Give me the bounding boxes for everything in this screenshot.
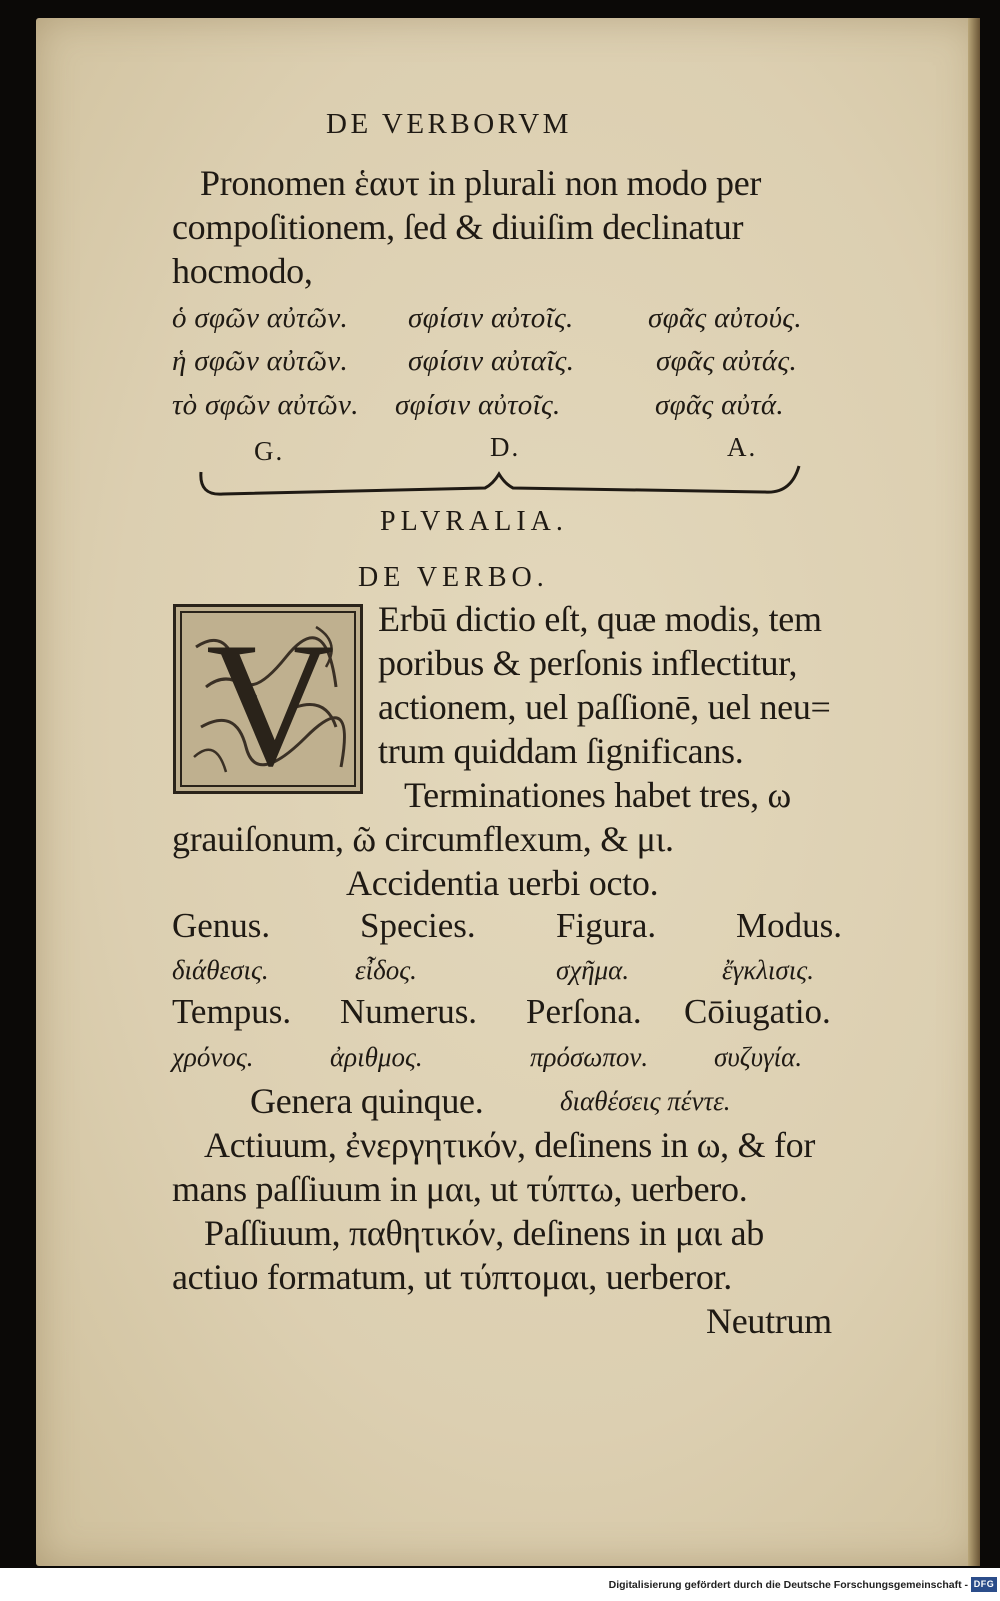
accident-latin: Modus. [736, 906, 842, 945]
accident-latin: Numerus. [340, 992, 478, 1031]
greek-cell: σφίσιν αὐτοῖς. [395, 389, 561, 421]
greek-cell: ὁ σφῶν αὐτῶν. [172, 302, 349, 334]
footer-bar [0, 1568, 1000, 1601]
greek-cell: σφᾶς αὐτά. [655, 389, 784, 421]
initial-letter: V [206, 605, 335, 803]
greek-cell: σφᾶς αὐτάς. [656, 345, 798, 377]
paragraph-line: grauiſonum, ῶ circumflexum, & μι. [172, 819, 674, 859]
accident-greek: ἔγκλισις. [722, 955, 814, 985]
funding-notice: Digitalisierung gefördert durch die Deutsche Forschungsgemeinschaft - [608, 1579, 968, 1591]
paragraph-line: Actiuum, ἐνεργητικόν, deſinens in ω, & for [204, 1125, 816, 1165]
dfg-logo: DFG [971, 1577, 997, 1592]
paragraph-line: compoſitionem, ſed & diuiſim declinatur [172, 207, 744, 247]
accident-greek: πρόσωπον. [530, 1042, 649, 1072]
catchword: Neutrum [706, 1301, 832, 1341]
case-label-dative: D. [490, 432, 521, 462]
section-title: PLVRALIA. [380, 506, 568, 537]
paragraph-line: Pronomen ἑαυτ in plurali non modo per [200, 163, 762, 203]
accident-greek: ἀριθμος. [330, 1042, 423, 1072]
greek-cell: σφίσιν αὐτοῖς. [408, 302, 574, 334]
paragraph-line: actiuo formatum, ut τύπτομαι, uerberor. [172, 1257, 732, 1297]
accident-latin: Genus. [172, 906, 271, 945]
accident-latin: Figura. [556, 906, 657, 945]
paragraph-line: Paſſiuum, παθητικόν, deſinens in μαι ab [204, 1213, 764, 1253]
paragraph-line: Erbū dictio eſt, quæ modis, tem [378, 599, 822, 639]
greek-cell: τὸ σφῶν αὐτῶν. [172, 389, 359, 421]
grouping-brace [195, 462, 810, 502]
accident-greek: χρόνος. [172, 1042, 254, 1072]
case-label-accusative: A. [727, 432, 758, 462]
accident-latin: Species. [360, 906, 476, 945]
accident-greek: διάθεσις. [172, 955, 269, 985]
accident-latin: Perſona. [526, 992, 642, 1031]
accident-latin: Tempus. [172, 992, 292, 1031]
subsection-title: DE VERBO. [358, 562, 549, 593]
accident-greek: εἶδος. [355, 955, 417, 985]
case-label-genitive: G. [254, 436, 285, 466]
paragraph-line: mans paſſiuum in μαι, ut τύπτω, uerbero. [172, 1169, 748, 1209]
genera-latin: Genera quinque. [250, 1081, 484, 1121]
paragraph-line: actionem, uel paſſionē, uel neu= [378, 687, 831, 727]
paragraph-line: hocmodo, [172, 251, 313, 291]
running-title: DE VERBORVM [326, 108, 572, 140]
paragraph-line: trum quiddam ſignificans. [378, 731, 744, 771]
paragraph-line: Terminationes habet tres, ω [404, 775, 791, 815]
genera-greek: διαθέσεις πέντε. [560, 1086, 731, 1116]
accident-greek: συζυγία. [714, 1042, 803, 1072]
paragraph-line: poribus & perſonis inflectitur, [378, 643, 798, 683]
greek-cell: σφίσιν αὐταῖς. [408, 345, 575, 377]
accident-greek: σχῆμα. [556, 955, 630, 985]
page-edge [968, 18, 980, 1566]
decorated-initial [173, 604, 363, 803]
greek-cell: ἡ σφῶν αὐτῶν. [172, 345, 348, 377]
accidentia-title: Accidentia uerbi octo. [346, 863, 659, 903]
accident-latin: Cōiugatio. [684, 992, 831, 1031]
greek-cell: σφᾶς αὐτούς. [648, 302, 802, 334]
